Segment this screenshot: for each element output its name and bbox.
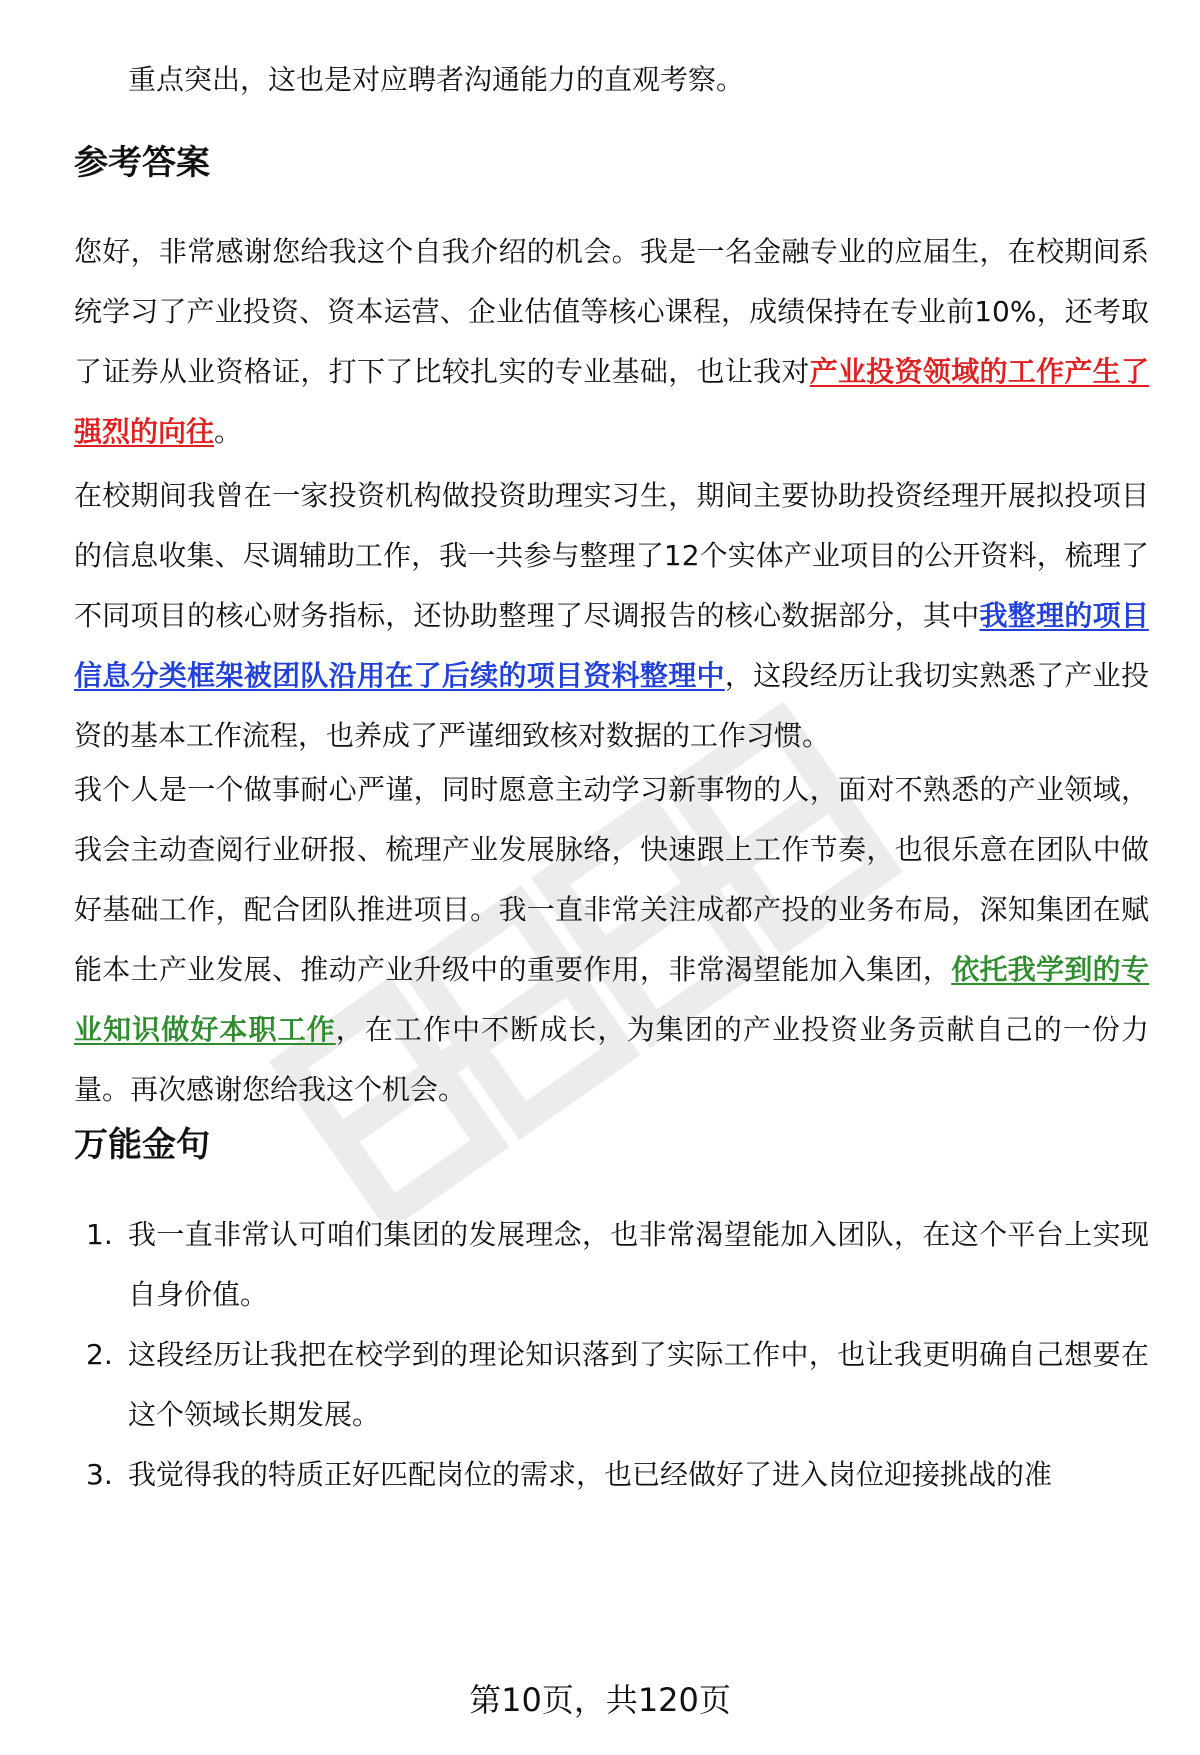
answer-paragraph-2 (74, 466, 1149, 766)
list-item-number: 2. (86, 1338, 113, 1371)
lead-paragraph: 重点突出，这也是对应聘者沟通能力的直观考察。 (128, 63, 745, 96)
highlight-blue: 我整理的项目信息分类框架被团队沿用在了后续的项目资料整理中 (74, 599, 1149, 692)
highlight-red: 产业投资领域的工作产生了强烈的向往 (74, 355, 1149, 448)
page-footer: 第10页，共120页 (469, 1681, 731, 1719)
paragraph-text: ，这段经历让我切实熟悉了产业投资的基本工作流程，也养成了严谨细致核对数据的工作习惯。 (74, 659, 1149, 752)
phrase-list (74, 1205, 1149, 1505)
document-page (74, 0, 1149, 1755)
list-item-text: 我觉得我的特质正好匹配岗位的需求，也已经做好了进入岗位迎接挑战的准 (128, 1458, 1053, 1491)
list-item (74, 1445, 1149, 1505)
list-item-text: 我一直非常认可咱们集团的发展理念，也非常渴望能加入团队，在这个平台上实现自身价值。 (128, 1218, 1149, 1311)
paragraph-text: 您好，非常感谢您给我这个自我介绍的机会。我是一名金融专业的应届生，在校期间系统学习了产业投资、资本运营、企业估值等核心课程，成绩保持在专业前10%，还考取了证券从业资格证，打下了比较扎实的专业基础，也让我对 (74, 235, 1149, 388)
section-heading-reference-answer: 参考答案 (74, 143, 210, 183)
paragraph-text: ，在工作中不断成长，为集团的产业投资业务贡献自己的一份力量。再次感谢您给我这个机会。 (74, 1013, 1149, 1106)
highlight-green: 依托我学到的专业知识做好本职工作 (74, 953, 1149, 1046)
answer-paragraph-3 (74, 760, 1149, 1120)
list-item-text: 这段经历让我把在校学到的理论知识落到了实际工作中，也让我更明确自己想要在这个领域长期发展。 (128, 1338, 1149, 1431)
paragraph-text: 。 (214, 415, 243, 448)
list-item-number: 1. (86, 1218, 113, 1251)
answer-paragraph-1 (74, 222, 1149, 462)
list-item-number: 3. (86, 1458, 113, 1491)
paragraph-text: 我个人是一个做事耐心严谨，同时愿意主动学习新事物的人，面对不熟悉的产业领域，我会主动查阅行业研报、梳理产业发展脉络，快速跟上工作节奏，也很乐意在团队中做好基础工作，配合团队推进项目。我一直非常关注成都产投的业务布局，深知集团在赋能本土产业发展、推动产业升级中的重要作用，非常渴望能加入集团， (74, 773, 1149, 986)
list-item (74, 1205, 1149, 1325)
section-heading-universal-phrases: 万能金句 (74, 1125, 210, 1165)
paragraph-text: 在校期间我曾在一家投资机构做投资助理实习生，期间主要协助投资经理开展拟投项目的信息收集、尽调辅助工作，我一共参与整理了12个实体产业项目的公开资料，梳理了不同项目的核心财务指标，还协助整理了尽调报告的核心数据部分，其中 (74, 479, 1149, 632)
list-item (74, 1325, 1149, 1445)
